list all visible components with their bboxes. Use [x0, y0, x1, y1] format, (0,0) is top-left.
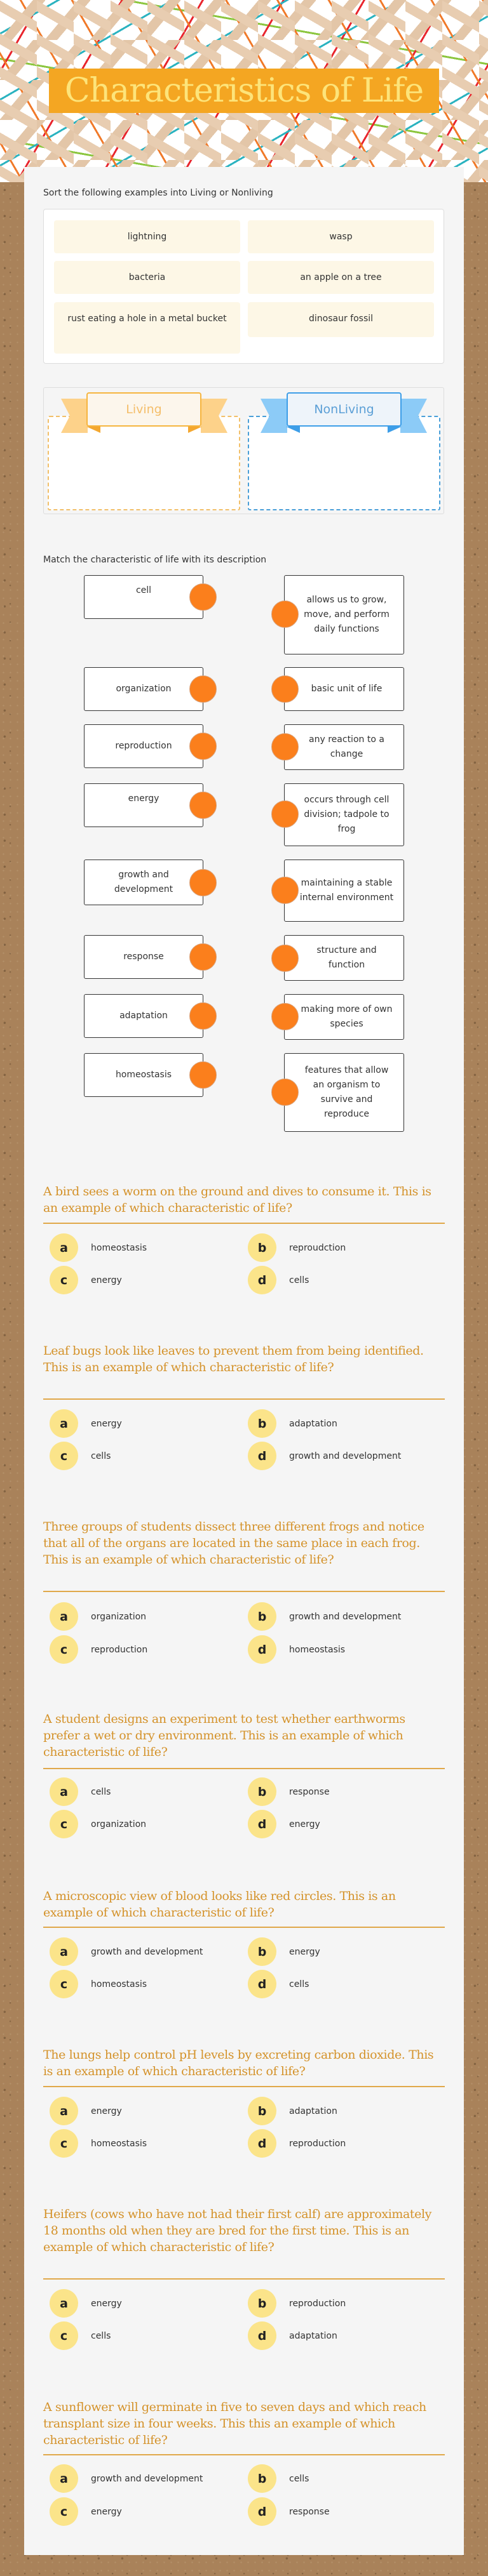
- option-text: energy: [289, 1819, 320, 1829]
- question-1-option-a[interactable]: [50, 1233, 147, 1262]
- option-text: response: [289, 1786, 330, 1797]
- match-term-reproduction[interactable]: reproduction: [84, 724, 203, 768]
- option-a-badge: a: [50, 1233, 78, 1262]
- match-desc-2[interactable]: basic unit of life: [284, 667, 404, 711]
- option-text: reproduction: [289, 2138, 346, 2149]
- option-text: response: [289, 2506, 330, 2517]
- question-2-option-b[interactable]: [248, 1409, 337, 1438]
- option-text: cells: [289, 1275, 309, 1285]
- option-text: homeostasis: [91, 2138, 147, 2149]
- option-d-badge: d: [248, 2497, 276, 2526]
- question-5-option-a[interactable]: [50, 1937, 203, 1966]
- question-1-option-d[interactable]: [248, 1266, 309, 1294]
- option-a-badge: a: [50, 1937, 78, 1966]
- option-text: cells: [91, 1786, 111, 1797]
- question-6-divider: [43, 2086, 445, 2087]
- question-8-option-c[interactable]: [50, 2497, 122, 2526]
- match-left-connector-5[interactable]: [189, 869, 217, 896]
- match-left-connector-8[interactable]: [189, 1061, 217, 1089]
- option-d-badge: d: [248, 1970, 276, 1998]
- question-5-option-c[interactable]: [50, 1970, 147, 1998]
- sort-item-bacteria[interactable]: bacteria: [54, 261, 240, 294]
- option-text: growth and development: [91, 2473, 203, 2484]
- question-7-option-c[interactable]: [50, 2321, 111, 2350]
- question-3-option-d[interactable]: [248, 1635, 345, 1664]
- question-4-option-d[interactable]: [248, 1810, 320, 1838]
- sort-instruction: Sort the following examples into Living or Nonliving: [43, 188, 273, 198]
- question-5-text: A microscopic view of blood looks like red circles. This is an example of which characteristic of life?: [43, 1889, 396, 1920]
- option-text: energy: [91, 2106, 122, 2116]
- match-right-connector-2[interactable]: [271, 675, 299, 703]
- match-desc-3[interactable]: any reaction to a change: [284, 724, 404, 770]
- nonliving-bin-label: NonLiving: [287, 392, 402, 427]
- option-text: homeostasis: [289, 1644, 346, 1655]
- option-d-badge: d: [248, 1810, 276, 1838]
- match-term-organization[interactable]: organization: [84, 667, 203, 711]
- question-6-option-b[interactable]: [248, 2097, 337, 2125]
- question-7-divider: [43, 2278, 445, 2280]
- question-3-divider: [43, 1591, 445, 1592]
- match-desc-5[interactable]: maintaining a stable internal environment: [284, 860, 404, 922]
- option-text: reproduction: [91, 1644, 148, 1655]
- sort-item-apple[interactable]: an apple on a tree: [248, 261, 434, 294]
- option-c-badge: c: [50, 1442, 78, 1470]
- option-text: energy: [91, 1275, 122, 1285]
- question-8-option-d[interactable]: [248, 2497, 330, 2526]
- question-8-divider: [43, 2454, 445, 2455]
- option-text: growth and development: [289, 1611, 402, 1622]
- question-5-divider: [43, 1927, 445, 1928]
- option-d-badge: d: [248, 2129, 276, 2158]
- option-c-badge: c: [50, 2321, 78, 2350]
- question-4-divider: [43, 1768, 445, 1769]
- question-3-option-b[interactable]: [248, 1602, 401, 1631]
- option-b-badge: b: [248, 2464, 276, 2493]
- match-right-connector-3[interactable]: [271, 733, 299, 760]
- option-text: growth and development: [289, 1451, 402, 1461]
- match-term-energy[interactable]: energy: [84, 783, 203, 827]
- option-text: homeostasis: [91, 1242, 147, 1253]
- match-term-adaptation[interactable]: adaptation: [84, 994, 203, 1038]
- question-3-option-a[interactable]: [50, 1602, 146, 1631]
- option-a-badge: a: [50, 2097, 78, 2125]
- match-left-connector-4[interactable]: [189, 792, 217, 819]
- option-d-badge: d: [248, 1266, 276, 1294]
- question-3-text: Three groups of students dissect three different frogs and notice that all of the organs are located in the same place in each frog. This is an example of which characteristic of life?: [43, 1520, 424, 1567]
- option-c-badge: c: [50, 1970, 78, 1998]
- match-desc-8[interactable]: features that allow an organism to survive and reproduce: [284, 1053, 404, 1132]
- sort-item-fossil[interactable]: dinosaur fossil: [248, 302, 434, 337]
- question-2-option-a[interactable]: [50, 1409, 122, 1438]
- question-6-option-d[interactable]: [248, 2129, 346, 2158]
- option-text: organization: [91, 1819, 147, 1829]
- question-7-option-a[interactable]: [50, 2289, 122, 2318]
- question-7-option-b[interactable]: [248, 2289, 346, 2318]
- option-c-badge: c: [50, 1635, 78, 1664]
- sort-item-lightning[interactable]: lightning: [54, 220, 240, 253]
- match-right-connector-5[interactable]: [271, 877, 299, 904]
- option-text: reproudction: [289, 1242, 346, 1253]
- question-1-option-c[interactable]: [50, 1266, 122, 1294]
- match-left-connector-6[interactable]: [189, 943, 217, 971]
- option-text: reproduction: [289, 2298, 346, 2309]
- option-c-badge: c: [50, 2497, 78, 2526]
- option-text: energy: [289, 1946, 320, 1957]
- option-b-badge: b: [248, 1602, 276, 1631]
- option-d-badge: d: [248, 1442, 276, 1470]
- match-left-connector-3[interactable]: [189, 733, 217, 760]
- question-1-option-b[interactable]: [248, 1233, 346, 1262]
- option-c-badge: c: [50, 1810, 78, 1838]
- option-text: growth and development: [91, 1946, 203, 1957]
- question-4-option-b[interactable]: [248, 1777, 330, 1806]
- match-desc-7[interactable]: making more of own species: [284, 994, 404, 1040]
- option-b-badge: b: [248, 1777, 276, 1806]
- option-a-badge: a: [50, 2289, 78, 2318]
- match-desc-1[interactable]: allows us to grow, move, and perform daily functions: [284, 575, 404, 654]
- match-term-homeostasis[interactable]: homeostasis: [84, 1053, 203, 1097]
- question-7-text: Heifers (cows who have not had their first calf) are approximately 18 months old when they are bred for the first time. This is an example of which characteristic of life?: [43, 2207, 432, 2254]
- question-6-text: The lungs help control pH levels by excreting carbon dioxide. This is an example of which characteristic of life?: [43, 2048, 434, 2078]
- option-text: energy: [91, 2506, 122, 2517]
- question-4-option-c[interactable]: [50, 1810, 146, 1838]
- option-text: energy: [91, 2298, 122, 2309]
- question-8-option-b[interactable]: [248, 2464, 309, 2493]
- question-1-divider: [43, 1223, 445, 1224]
- sort-item-rust[interactable]: rust eating a hole in a metal bucket: [54, 302, 240, 354]
- option-b-badge: b: [248, 1233, 276, 1262]
- match-right-connector-8[interactable]: [271, 1079, 299, 1106]
- question-6-option-c[interactable]: [50, 2129, 147, 2158]
- question-8-option-a[interactable]: [50, 2464, 203, 2493]
- option-a-badge: a: [50, 1409, 78, 1438]
- option-b-badge: b: [248, 2097, 276, 2125]
- question-4-option-a[interactable]: [50, 1777, 111, 1806]
- living-bin-label: Living: [86, 392, 201, 427]
- match-term-response[interactable]: response: [84, 935, 203, 979]
- option-a-badge: a: [50, 2464, 78, 2493]
- match-term-growth-development[interactable]: growth and development: [84, 860, 203, 905]
- option-b-badge: b: [248, 1937, 276, 1966]
- question-2-option-d[interactable]: [248, 1442, 401, 1470]
- option-text: organization: [91, 1611, 147, 1622]
- option-text: adaptation: [289, 2106, 337, 2116]
- question-8-text: A sunflower will germinate in five to seven days and which reach transplant size in four weeks. This this an example of which characteristic of life?: [43, 2400, 426, 2447]
- option-text: cells: [289, 2473, 309, 2484]
- match-desc-6[interactable]: structure and function: [284, 935, 404, 981]
- match-right-connector-4[interactable]: [271, 800, 299, 828]
- option-b-badge: b: [248, 1409, 276, 1438]
- option-text: cells: [91, 2330, 111, 2341]
- question-2-option-c[interactable]: [50, 1442, 111, 1470]
- sort-item-wasp[interactable]: wasp: [248, 220, 434, 253]
- question-6-option-a[interactable]: [50, 2097, 122, 2125]
- option-a-badge: a: [50, 1602, 78, 1631]
- question-5-option-b[interactable]: [248, 1937, 320, 1966]
- option-text: energy: [91, 1418, 122, 1429]
- option-text: adaptation: [289, 1418, 337, 1429]
- option-c-badge: c: [50, 1266, 78, 1294]
- question-1-text: A bird sees a worm on the ground and dives to consume it. This is an example of which characteristic of life?: [43, 1185, 431, 1215]
- option-a-badge: a: [50, 1777, 78, 1806]
- match-desc-4[interactable]: occurs through cell division; tadpole to frog: [284, 783, 404, 846]
- match-right-connector-7[interactable]: [271, 1003, 299, 1030]
- question-7-option-d[interactable]: [248, 2321, 337, 2350]
- match-left-connector-1[interactable]: [189, 583, 217, 611]
- option-c-badge: c: [50, 2129, 78, 2158]
- question-2-text: Leaf bugs look like leaves to prevent them from being identified. This is an example of which characteristic of life?: [43, 1344, 424, 1374]
- question-4-text: A student designs an experiment to test whether earthworms prefer a wet or dry environment. This is an example of which characteristic of life?: [43, 1712, 405, 1759]
- option-text: homeostasis: [91, 1979, 147, 1989]
- question-3-option-c[interactable]: [50, 1635, 147, 1664]
- match-term-cell[interactable]: cell: [84, 575, 203, 619]
- option-text: cells: [289, 1979, 309, 1989]
- page-title: Characteristics of Life: [49, 69, 439, 113]
- option-d-badge: d: [248, 1635, 276, 1664]
- match-left-connector-2[interactable]: [189, 675, 217, 703]
- match-right-connector-6[interactable]: [271, 945, 299, 972]
- match-left-connector-7[interactable]: [189, 1002, 217, 1030]
- option-text: adaptation: [289, 2330, 337, 2341]
- option-b-badge: b: [248, 2289, 276, 2318]
- match-right-connector-1[interactable]: [271, 601, 299, 628]
- question-5-option-d[interactable]: [248, 1970, 309, 1998]
- question-2-divider: [43, 1398, 445, 1400]
- match-instruction: Match the characteristic of life with its description: [43, 555, 267, 565]
- option-text: cells: [91, 1451, 111, 1461]
- option-d-badge: d: [248, 2321, 276, 2350]
